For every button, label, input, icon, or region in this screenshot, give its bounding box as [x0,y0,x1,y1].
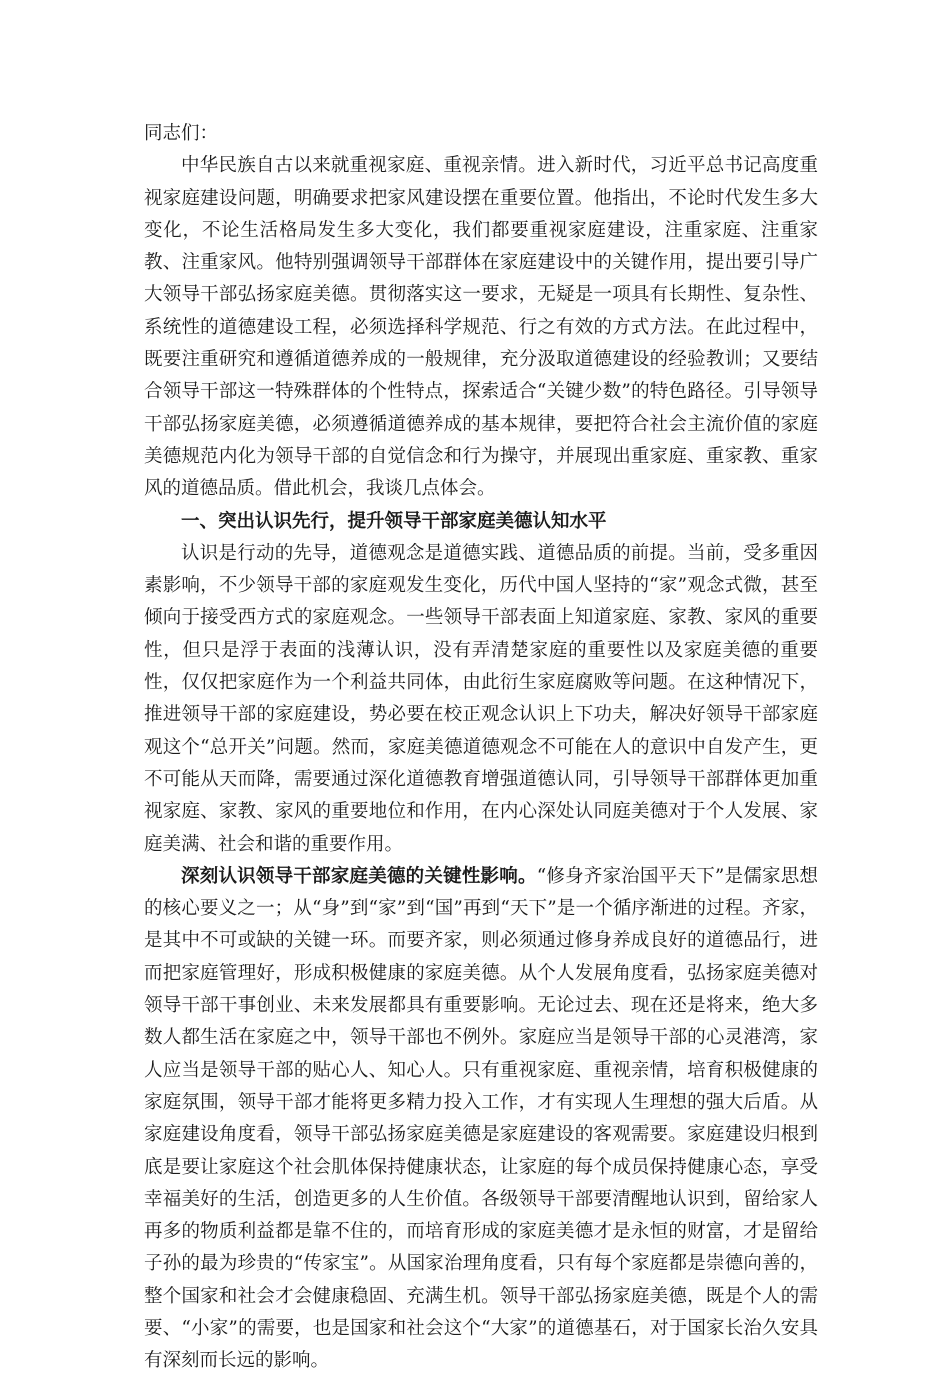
subsection-lead: 深刻认识领导干部家庭美德的关键性影响。 [181,865,537,887]
subsection-body: “修身齐家治国平天下”是儒家思想的核心要义之一；从“身”到“家”到“国”再到“天下”是一个循序渐进的过程。齐家，是其中不可或缺的关键一环。而要齐家，则必须通过修身养成良好的道德品行，进而把家庭管理好，形成积极健康的家庭美德。从个人发展角度看，弘扬家庭美德对领导干部干事创业、未来发展都具有重要影响。无论过去、现在还是将来，绝大多数人都生活在家庭之中，领导干部也不例外。家庭应当是领导干部的心灵港湾，家人应当是领导干部的贴心人、知心人。只有重视家庭、重视亲情，培育积极健康的家庭氛围，领导干部才能将更多精力投入工作，才有实现人生理想的强大后盾。从家庭建设角度看，领导干部弘扬家庭美德是家庭建设的客观需要。家庭建设归根到底是要让家庭这个社会肌体保持健康状态，让家庭的每个成员保持健康心态，享受幸福美好的生活，创造更多的人生价值。各级领导干部要清醒地认识到，留给家人再多的物质利益都是靠不住的，而培育形成的家庭美德才是永恒的财富，才是留给子孙的最为珍贵的“传家宝”。从国家治理角度看，只有每个家庭都是崇德向善的，整个国家和社会才会健康稳固、充满生机。领导干部弘扬家庭美德，既是个人的需要、“小家”的需要，也是国家和社会这个“大家”的道德基石，对于国家长治久安具有深刻而长远的影响。 [144,865,818,1372]
section-heading: 一、突出认识先行，提升领导干部家庭美德认知水平 [181,510,607,532]
salutation: 同志们： [144,123,219,144]
document-page [144,118,818,1378]
section-paragraph: 认识是行动的先导，道德观念是道德实践、道德品质的前提。当前，受多重因素影响，不少领导干部的家庭观发生变化，历代中国人坚持的“家”观念式微，甚至倾向于接受西方式的家庭观念。一些领导干部表面上知道家庭、家教、家风的重要性，但只是浮于表面的浅薄认识，没有弄清楚家庭的重要性以及家庭美德的重要性，仅仅把家庭作为一个利益共同体，由此衍生家庭腐败等问题。在这种情况下，推进领导干部的家庭建设，势必要在校正观念认识上下功夫，解决好领导干部家庭观这个“总开关”问题。然而，家庭美德道德观念不可能在人的意识中自发产生，更不可能从天而降，需要通过深化道德教育增强道德认同，引导领导干部群体更加重视家庭、家教、家风的重要地位和作用，在内心深处认同庭美德对于个人发展、家庭美满、社会和谐的重要作用。 [144,542,818,855]
intro-paragraph: 中华民族自古以来就重视家庭、重视亲情。进入新时代，习近平总书记高度重视家庭建设问题，明确要求把家风建设摆在重要位置。他指出，不论时代发生多大变化，不论生活格局发生多大变化，我们都要重视家庭建设，注重家庭、注重家教、注重家风。他特别强调领导干部群体在家庭建设中的关键作用，提出要引导广大领导干部弘扬家庭美德。贯彻落实这一要求，无疑是一项具有长期性、复杂性、系统性的道德建设工程，必须选择科学规范、行之有效的方式方法。在此过程中，既要注重研究和遵循道德养成的一般规律，充分汲取道德建设的经验教训；又要结合领导干部这一特殊群体的个性特点，探索适合“关键少数”的特色路径。引导领导干部弘扬家庭美德，必须遵循道德养成的基本规律，要把符合社会主流价值的家庭美德规范内化为领导干部的自觉信念和行为操守，并展现出重家庭、重家教、重家风的道德品质。借此机会，我谈几点体会。 [144,155,818,500]
subsection-paragraph [144,861,818,1378]
